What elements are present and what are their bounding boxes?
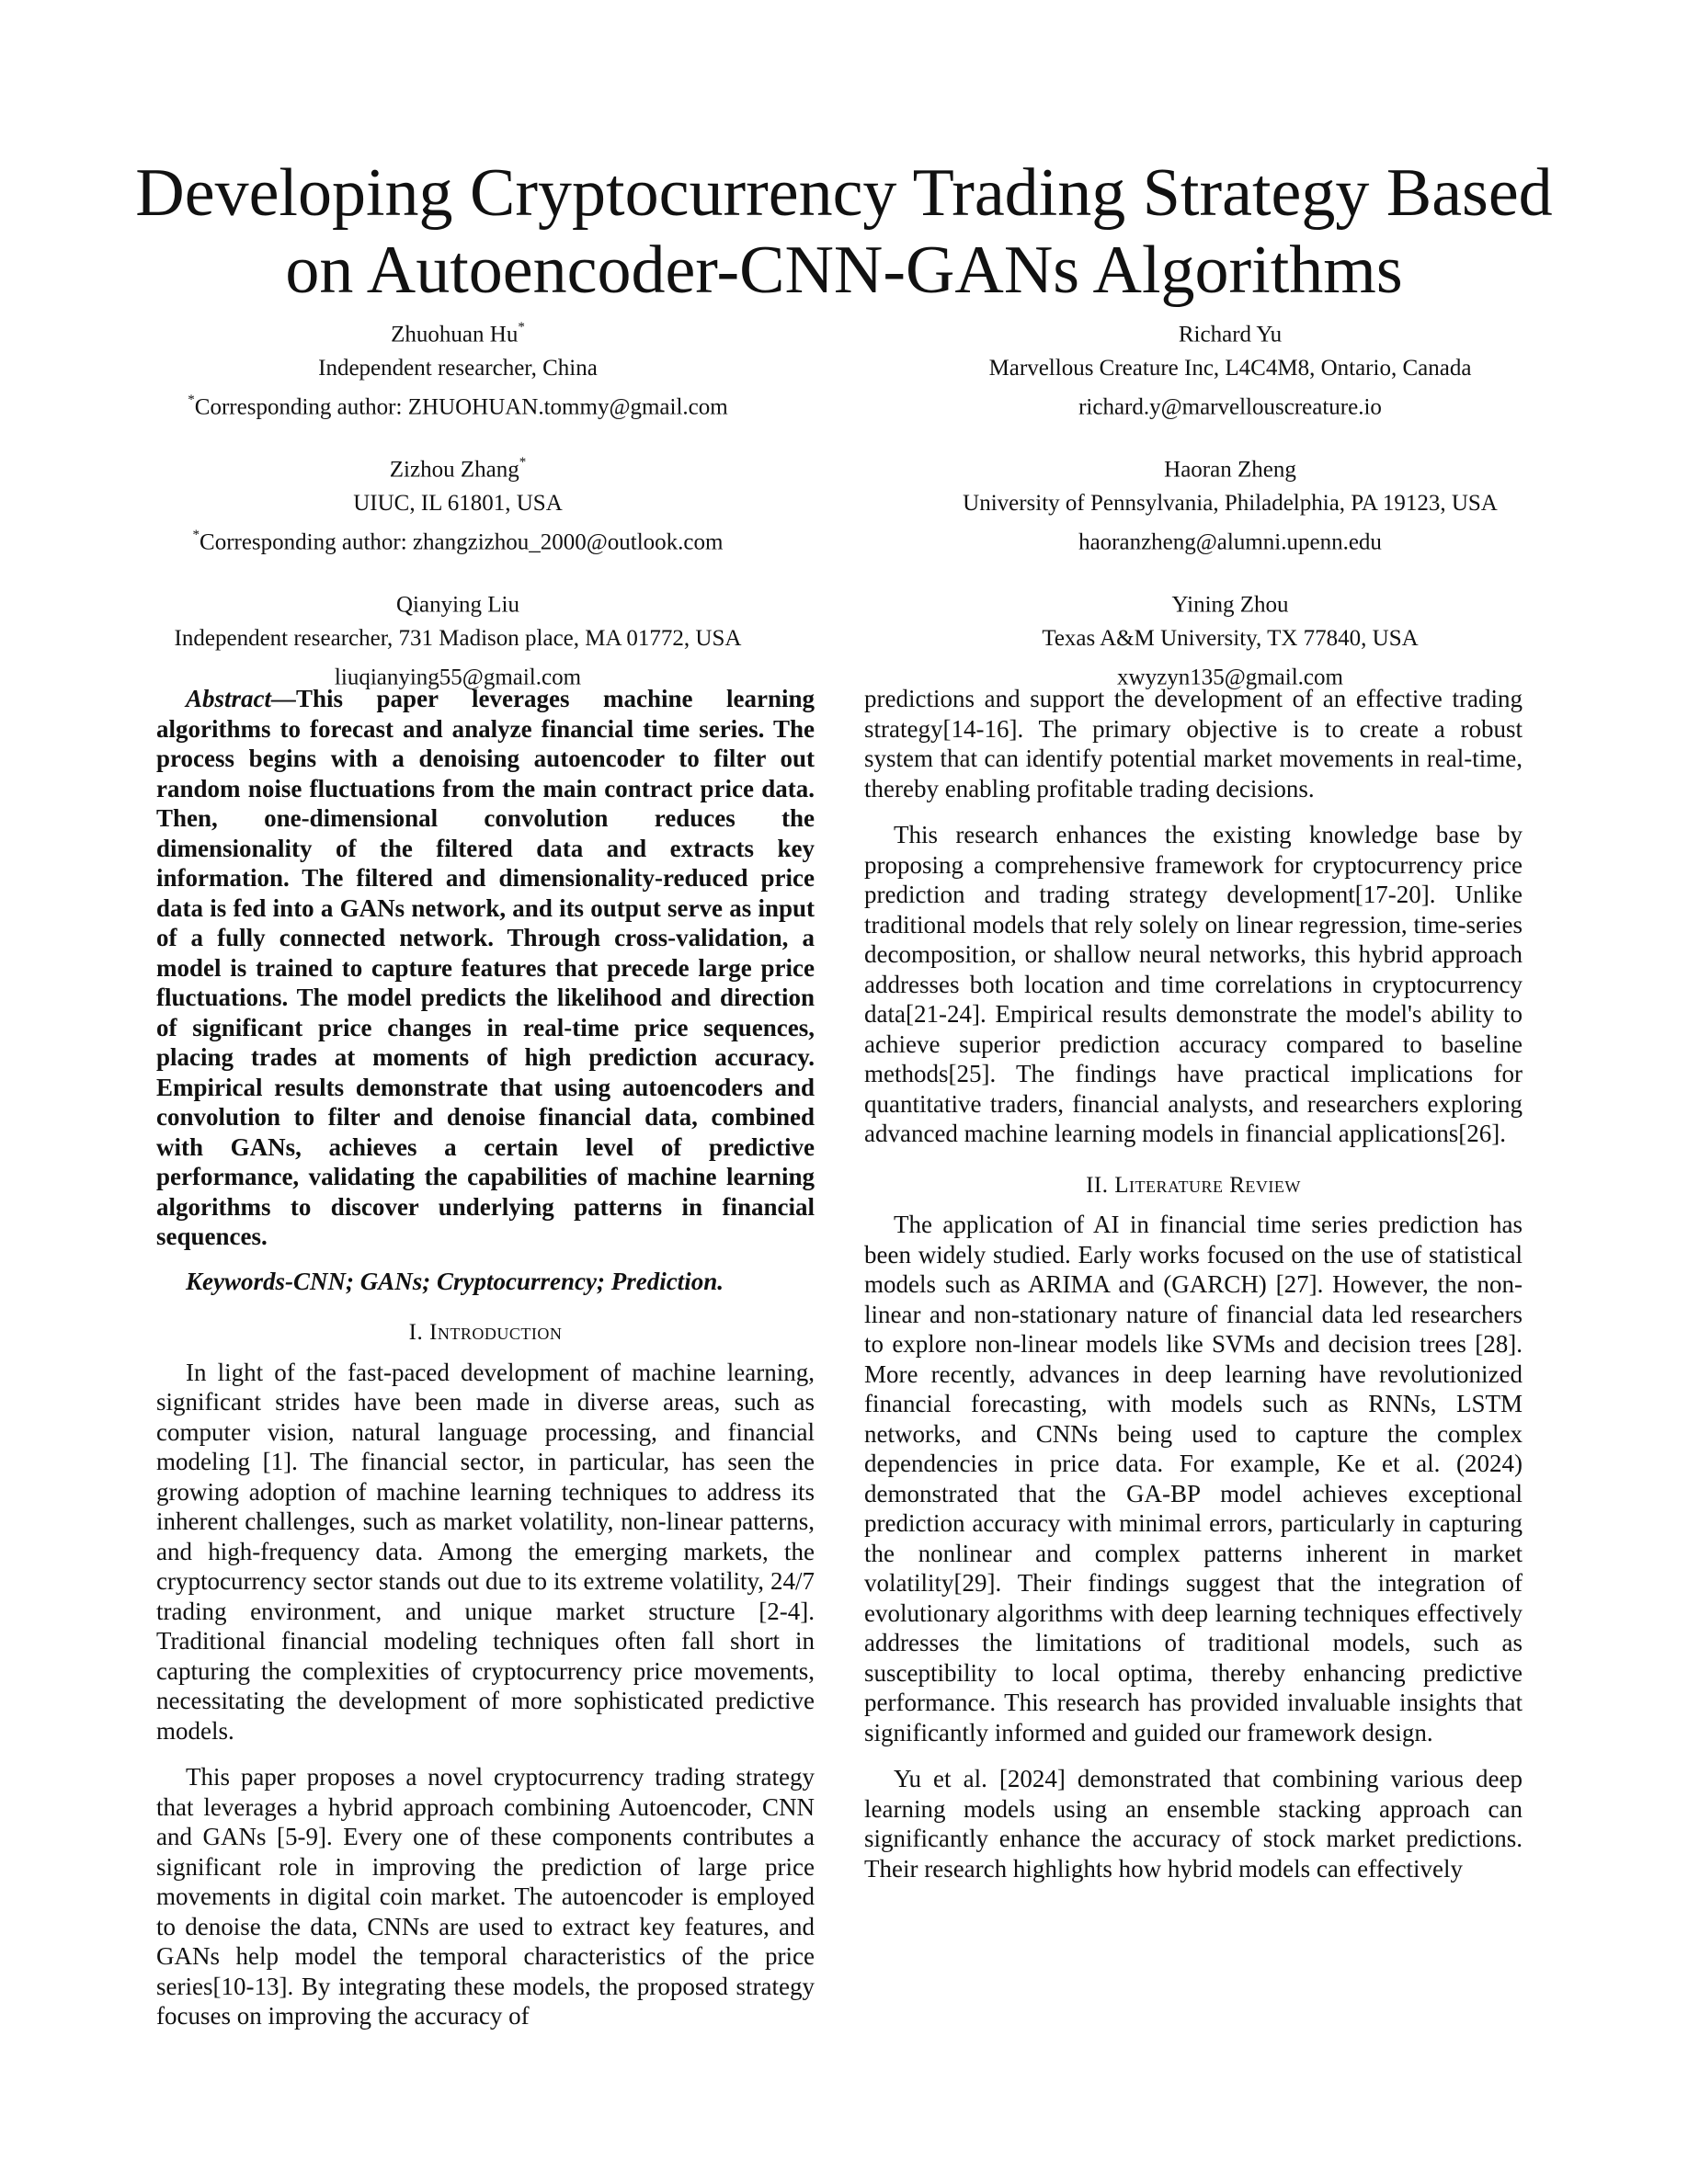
author-contact: liuqianying55@gmail.com [334,665,582,690]
author-affiliation: Independent researcher, China [318,356,598,381]
paragraph: predictions and support the development of an effective trading strategy[14-16]. The primary objective is to create a robust system that can identify potential market movements in real-time, thereby enabling profitable trading decisions. [864,685,1523,802]
author-contact: richard.y@marvellouscreature.io [1078,394,1382,420]
author-name: Zizhou Zhang [389,457,519,483]
paragraph: Yu et al. [2024] demonstrated that combining various deep learning models using an ensemble stacking approach can significantly enhance the accuracy of stock market predictions. Their research highlights how hybrid models can effectively [864,1765,1523,1883]
author-name: Richard Yu [1178,322,1283,347]
author-name: Qianying Liu [395,592,519,618]
abstract-label: Abstract— [186,685,297,712]
author-affiliation: Independent researcher, 731 Madison place, MA 01772, USA [174,626,742,652]
paragraph: This paper proposes a novel cryptocurrency trading strategy that leverages a hybrid approach combining Autoencoder, CNN and GANs [5-9]. Every one of these components contributes a significant role in improving the prediction of large price movements in digital coin market. The autoencoder is employed to denoise the data, CNNs are used to extract key features, and GANs help model the temporal characteristics of the price series[10-13]. By integrating these models, the proposed strategy focuses on improving the accuracy of [156,1763,815,2030]
author-name: Zhuohuan Hu [391,322,519,347]
keywords: Keywords-CNN; GANs; Cryptocurrency; Prediction. [186,1267,724,1295]
author-affiliation: University of Pennsylvania, Philadelphia, PA 19123, USA [963,491,1498,517]
author-affiliation: UIUC, IL 61801, USA [353,491,563,517]
author-name: Haoran Zheng [1164,457,1296,483]
contact-mark: * [188,392,195,408]
author-block [864,448,1596,560]
author-mark: * [519,455,527,470]
paper-title: Developing Cryptocurrency Trading Strategy Based on Autoencoder-CNN-GANs Algorithms [135,155,1553,308]
author-block [92,313,824,425]
author-contact: haoranzheng@alumni.upenn.edu [1078,529,1382,555]
author-contact: Corresponding author: ZHUOHUAN.tommy@gmail.com [194,394,728,420]
author-block [864,583,1596,695]
abstract [156,684,815,1252]
author-contact: Corresponding author: zhangzizhou_2000@outlook.com [200,529,724,555]
right-column [864,684,1523,1883]
author-affiliation: Marvellous Creature Inc, L4C4M8, Ontario, Canada [988,356,1472,381]
author-mark: * [518,320,525,335]
author-block [92,583,824,695]
author-affiliation: Texas A&M University, TX 77840, USA [1042,626,1419,652]
paragraph: This research enhances the existing knowledge base by proposing a comprehensive framework for cryptocurrency price prediction and trading strategy development[17-20]. Unlike traditional models that rely solely on linear regression, time-series decomposition, or shallow neural networks, this hybrid approach addresses both location and time correlations in cryptocurrency data[21-24]. Empirical results demonstrate the model's ability to achieve superior prediction accuracy compared to baseline methods[25]. The findings have practical implications for quantitative traders, financial analysts, and researchers exploring advanced machine learning models in financial applications[26]. [864,821,1523,1147]
contact-mark: * [192,528,200,543]
section-heading-literature-review: II. Literature Review [1086,1172,1301,1198]
author-block [864,313,1596,425]
abstract-text: This paper leverages machine learning algorithms to forecast and analyze financial time series. The process begins with a denoising autoencoder to filter out random noise fluctuations from the main contract price data. Then, one-dimensional convolution reduces the dimensionality of the filtered data and extracts key information. The filtered and dimensionality-reduced price data is fed into a GANs network, and its output serve as input of a fully connected network. Through cross-validation, a model is trained to capture features that precede large price fluctuations. The model predicts the likelihood and direction of significant price changes in real-time price sequences, placing trades at moments of high prediction accuracy. Empirical results demonstrate that using autoencoders and convolution to filter and denoise financial data, combined with GANs, achieves a certain level of predictive performance, validating the capabilities of machine learning algorithms to discover underlying patterns in financial sequences. [156,685,815,1250]
left-column [156,684,815,2031]
author-block [92,448,824,560]
paragraph: In light of the fast-paced development of machine learning, significant strides have been made in diverse areas, such as computer vision, natural language processing, and financial modeling [1]. The financial sector, in particular, has seen the growing adoption of machine learning techniques to address its inherent challenges, such as market volatility, non-linear patterns, and high-frequency data. Among the emerging markets, the cryptocurrency sector stands out due to its extreme volatility, 24/7 trading environment, and unique market structure [2-4]. Traditional financial modeling techniques often fall short in capturing the complexities of cryptocurrency price movements, necessitating the development of more sophisticated predictive models. [156,1358,815,1745]
author-name: Yining Zhou [1171,592,1289,618]
paragraph: The application of AI in financial time series prediction has been widely studied. Early works focused on the use of statistical models such as ARIMA and (GARCH) [27]. However, the non-linear and non-stationary nature of financial data led researchers to explore non-linear models like SVMs and decision trees [28]. More recently, advances in deep learning have revolutionized financial forecasting, with models such as RNNs, LSTM networks, and CNNs being used to capture the complex dependencies in price data. For example, Ke et al. (2024) demonstrated that the GA-BP model achieves exceptional prediction accuracy with minimal errors, particularly in capturing the nonlinear and complex patterns inherent in market volatility[29]. Their findings suggest that the integration of evolutionary algorithms with deep learning techniques effectively addresses the limitations of traditional models, such as susceptibility to local optima, thereby enhancing predictive performance. This research has provided invaluable insights that significantly informed and guided our framework design. [864,1211,1523,1746]
section-heading-introduction: I. Introduction [408,1320,563,1345]
author-contact: xwyzyn135@gmail.com [1117,665,1343,690]
